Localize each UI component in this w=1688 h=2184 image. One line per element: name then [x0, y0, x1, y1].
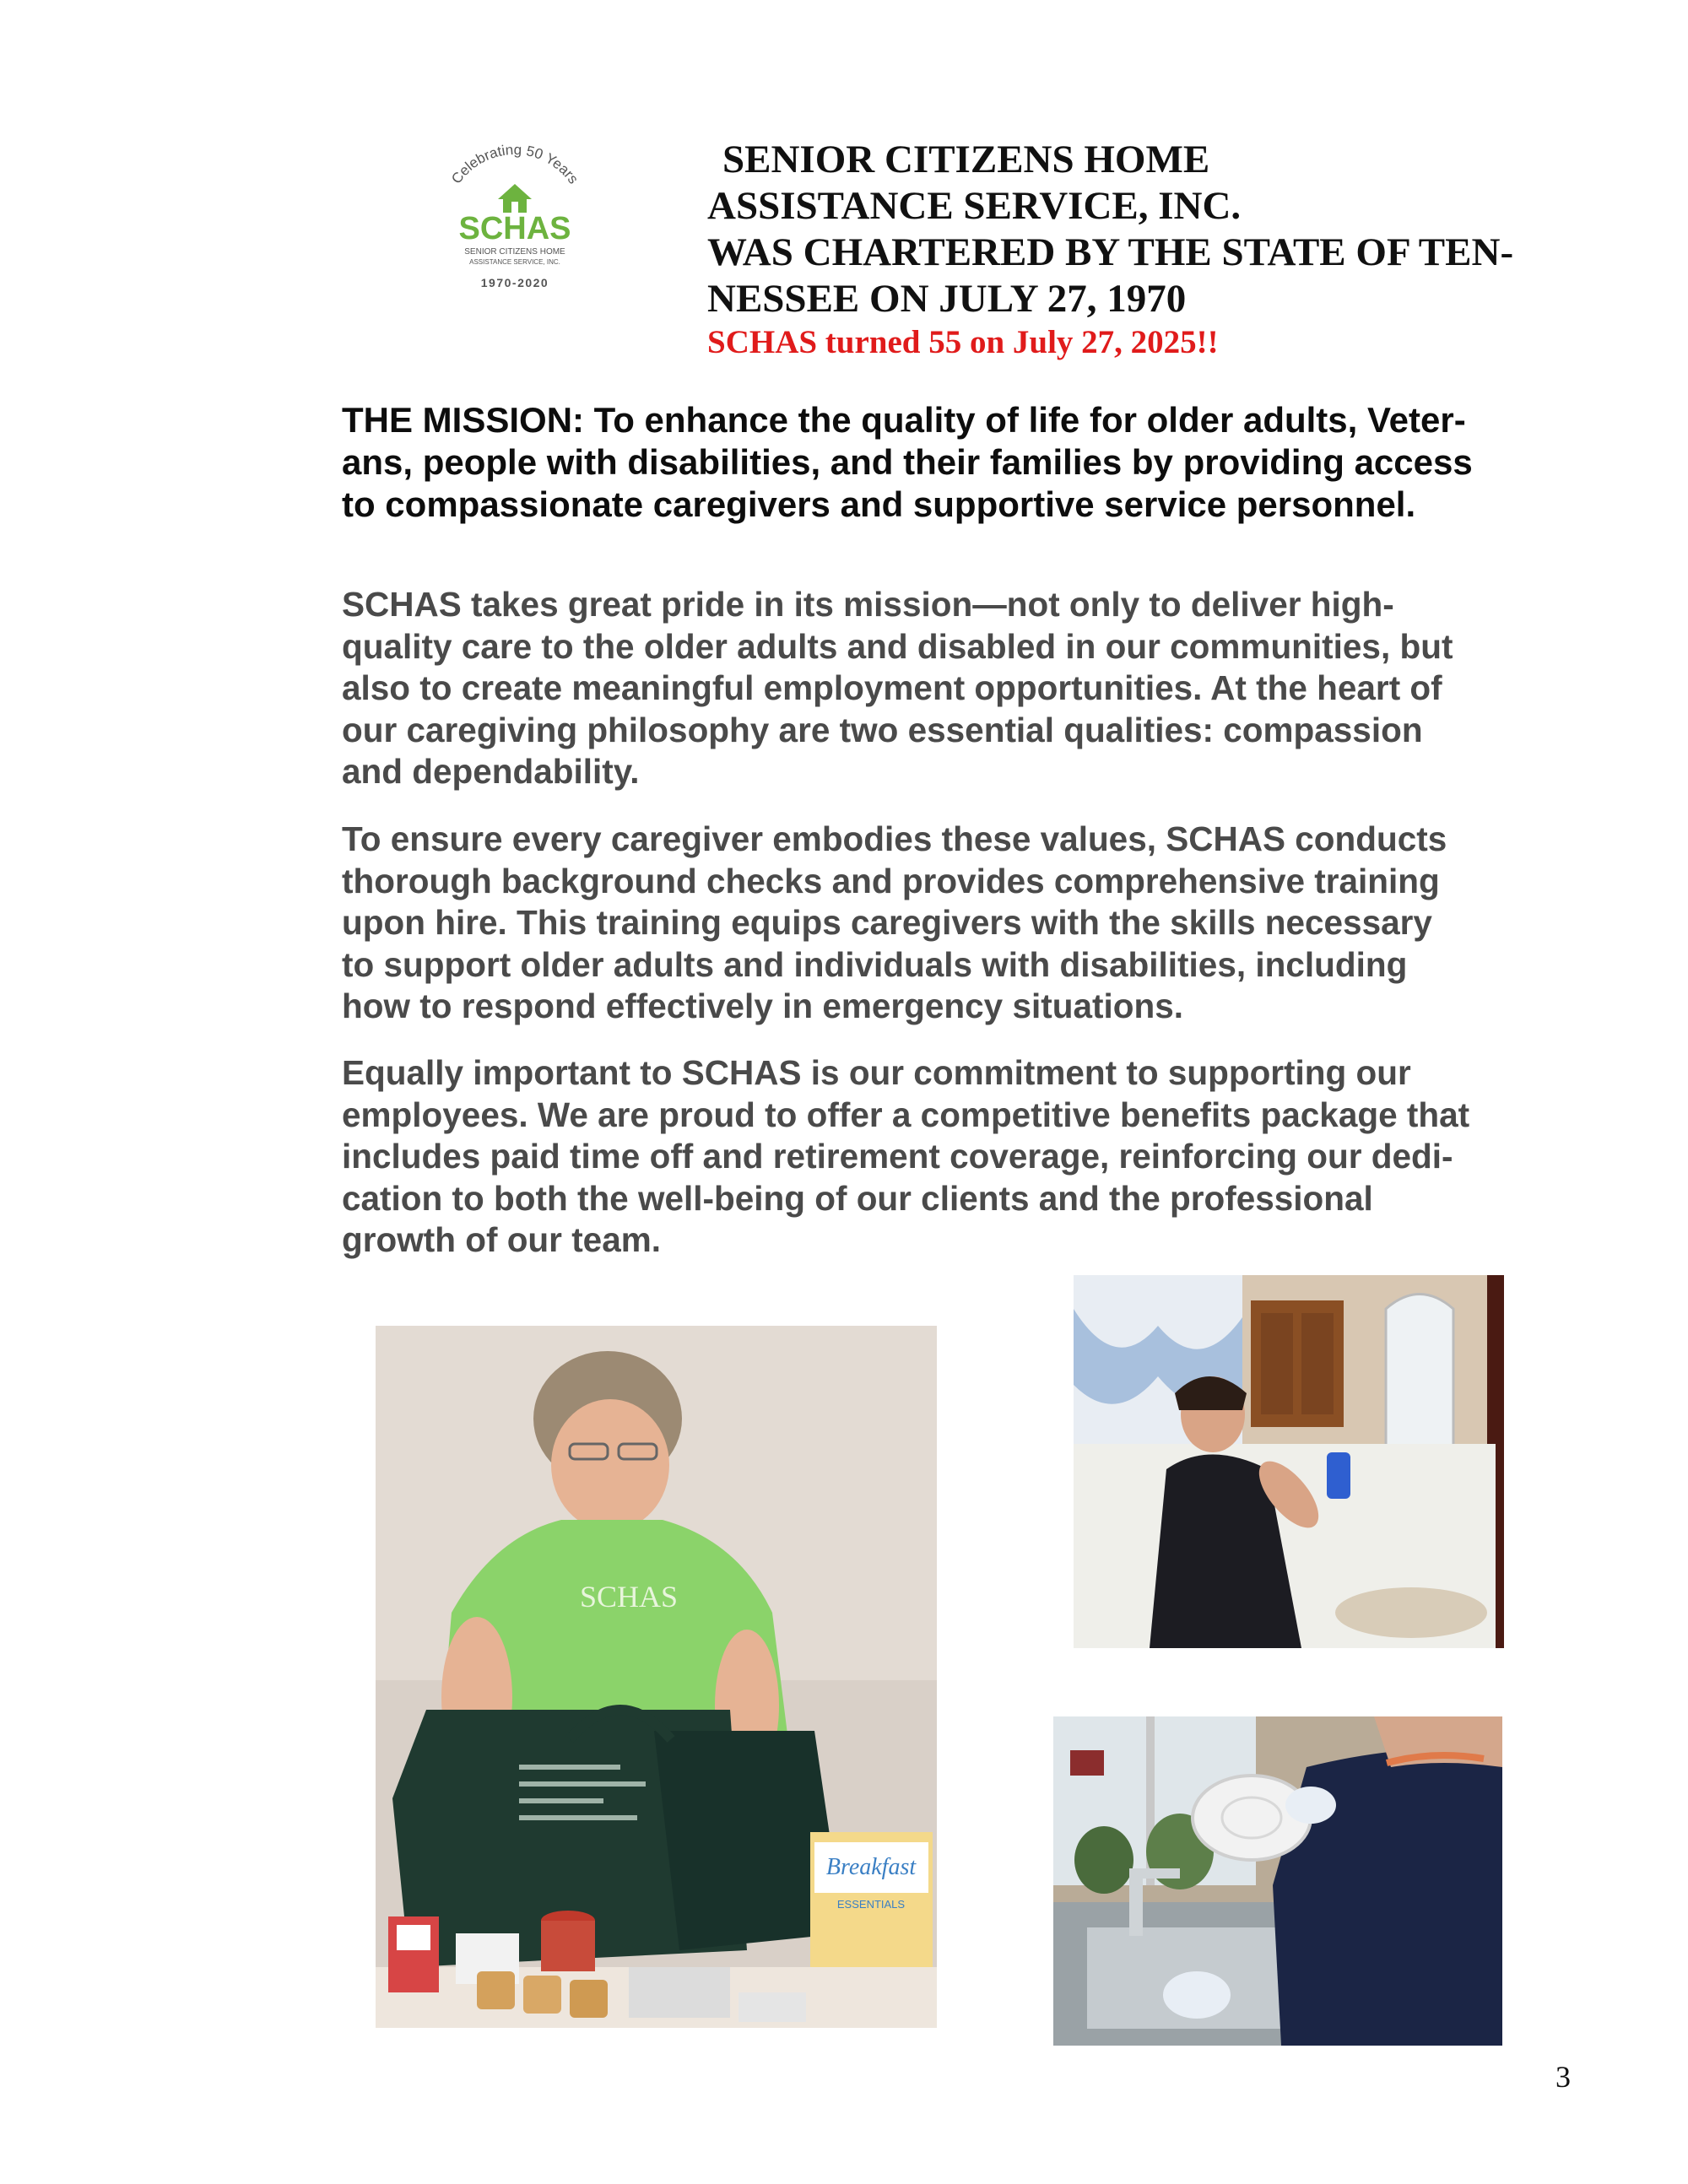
- header-line: NESSEE ON JULY 27, 1970: [707, 277, 1187, 321]
- paragraph-training: [342, 819, 1658, 1028]
- mission-line: ans, people with disabilities, and their families by providing access: [342, 442, 1473, 482]
- logo-name: SCHAS: [458, 211, 571, 246]
- paragraph-line: and dependability.: [342, 752, 640, 791]
- charter-header: [707, 137, 1636, 363]
- paragraph-pride: [342, 584, 1658, 793]
- box-sub-text: ESSENTIALS: [836, 1898, 906, 1911]
- paragraph-line: Equally important to SCHAS is our commitment to supporting our: [342, 1053, 1411, 1092]
- caregiver-cleaning-photo: [1074, 1275, 1504, 1648]
- paragraph-line: upon hire. This training equips caregivers with the skills necessary: [342, 903, 1432, 942]
- header-line: SENIOR CITIZENS HOME: [722, 138, 1210, 181]
- paragraph-line: employees. We are proud to offer a competitive benefits package that: [342, 1095, 1470, 1134]
- box-brand-text: Breakfast: [825, 1854, 917, 1880]
- volunteer-packing-photo: [376, 1326, 937, 2028]
- paragraph-line: To ensure every caregiver embodies these values, SCHAS conducts: [342, 819, 1447, 858]
- header-line: WAS CHARTERED BY THE STATE OF TEN-: [707, 230, 1514, 274]
- mission-line: to compassionate caregivers and supportive service personnel.: [342, 484, 1416, 524]
- paragraph-line: SCHAS takes great pride in its mission—not only to deliver high-: [342, 585, 1394, 624]
- paragraph-line: thorough background checks and provides comprehensive training: [342, 861, 1440, 900]
- mission-statement: [342, 399, 1642, 526]
- anniversary-note: SCHAS turned 55 on July 27, 2025!!: [707, 324, 1219, 360]
- mission-line: THE MISSION: To enhance the quality of life for older adults, Veter-: [342, 400, 1466, 440]
- svg-text:Celebrating 50 Years: [448, 142, 582, 187]
- paragraph-benefits: [342, 1052, 1658, 1262]
- logo-subtitle-1: SENIOR CITIZENS HOME: [464, 247, 565, 257]
- paragraph-line: cation to both the well-being of our clients and the professional: [342, 1178, 1373, 1218]
- schas-anniversary-logo: [422, 142, 608, 302]
- paragraph-line: how to respond effectively in emergency situations.: [342, 987, 1183, 1025]
- header-line: ASSISTANCE SERVICE, INC.: [707, 184, 1242, 228]
- page-number: 3: [1555, 2060, 1571, 2094]
- paragraph-line: quality care to the older adults and disabled in our communities, but: [342, 626, 1453, 666]
- paragraph-line: also to create meaningful employment opportunities. At the heart of: [342, 668, 1442, 707]
- logo-years: 1970-2020: [480, 276, 549, 289]
- paragraph-line: to support older adults and individuals with disabilities, including: [342, 944, 1408, 984]
- paragraph-line: growth of our team.: [342, 1220, 661, 1259]
- logo-subtitle-2: ASSISTANCE SERVICE, INC.: [469, 258, 560, 266]
- caregiver-dishes-photo: [1053, 1716, 1502, 2046]
- paragraph-line: includes paid time off and retirement coverage, reinforcing our dedi-: [342, 1137, 1453, 1176]
- shirt-logo-text: SCHAS: [579, 1580, 679, 1614]
- house-icon: [498, 184, 532, 213]
- paragraph-line: our caregiving philosophy are two essential qualities: compassion: [342, 710, 1423, 749]
- logo-arc-text: Celebrating 50 Years: [448, 142, 582, 187]
